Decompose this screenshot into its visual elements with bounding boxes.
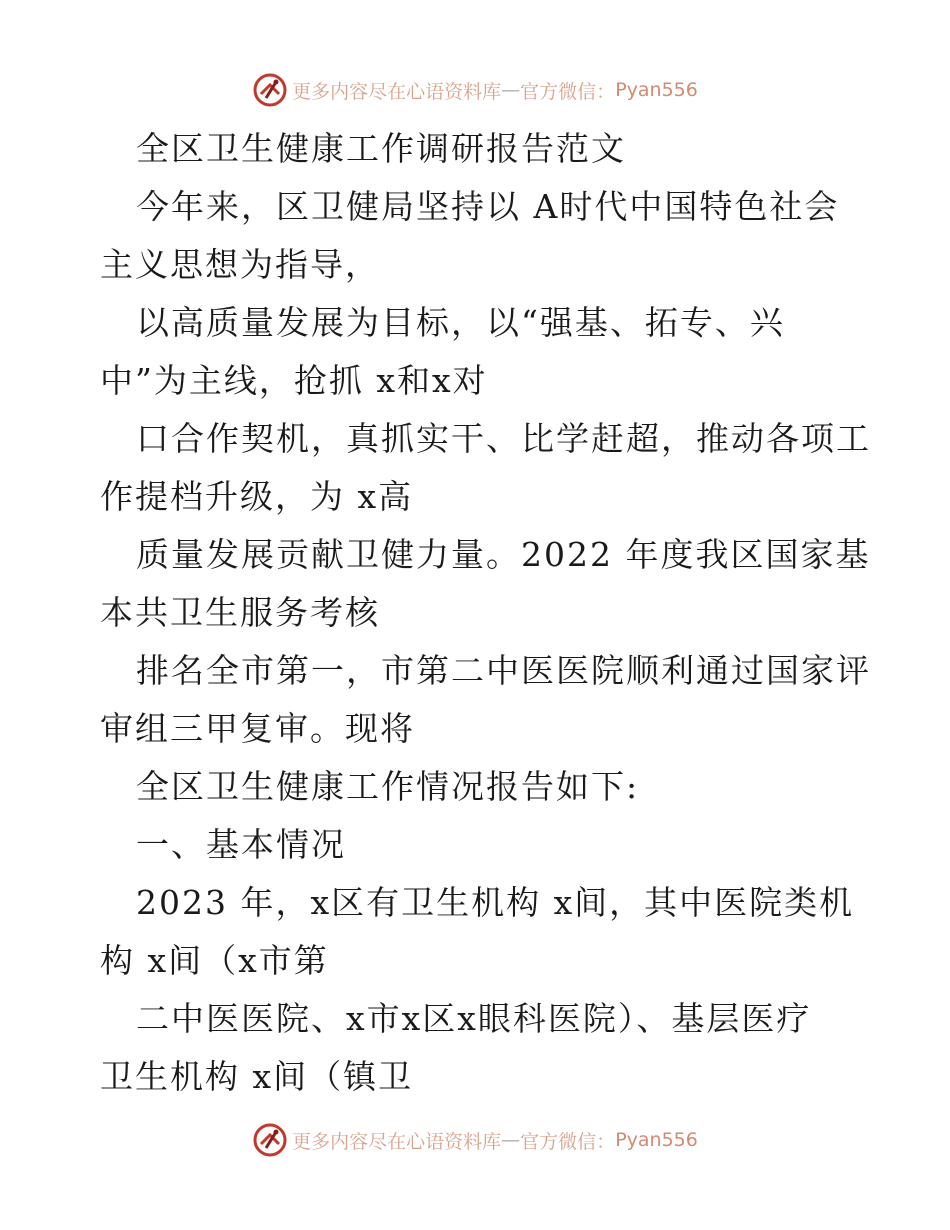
watermark-brand-text: 更多内容尽在心语资料库 [292,80,502,103]
watermark-account-id: Pyan556 [615,1129,698,1151]
paragraph-line: 今年来，区卫健局坚持以 A时代中国特色社会 [136,187,840,226]
paragraph-line: 口合作契机，真抓实干、比学赶超，推动各项工 [136,419,871,458]
header-watermark [0,70,950,110]
paragraph-line: 卫生机构 x间（镇卫 [100,1057,414,1096]
paragraph-line: 中”为主线，抢抓 x和x对 [100,361,488,400]
watermark-brand-text: 更多内容尽在心语资料库 [292,1130,502,1153]
paragraph-line: 二中医医院、x市x区x眼科医院）、基层医疗 [136,999,812,1038]
watermark-separator: — [501,1129,521,1151]
paragraph-line: 2023 年，x区有卫生机构 x间，其中医院类机 [136,883,855,922]
watermark-separator: — [501,79,521,101]
watermark-account-label: 官方微信： [520,1130,616,1153]
book-pen-logo-icon [252,72,288,108]
book-pen-logo-icon [252,1122,288,1158]
paragraph-line: 审组三甲复审。现将 [100,709,415,748]
document-title: 全区卫生健康工作调研报告范文 [136,129,626,168]
paragraph-line: 排名全市第一，市第二中医医院顺利通过国家评 [136,651,871,690]
watermark-account-id: Pyan556 [615,79,698,101]
watermark-account-label: 官方微信： [520,80,616,103]
footer-watermark [0,1120,950,1160]
paragraph-line: 以高质量发展为目标，以“强基、拓专、兴 [136,303,785,342]
paragraph-line: 作提档升级，为 x高 [100,477,414,516]
paragraph-line: 主义思想为指导， [100,245,380,284]
paragraph-line: 全区卫生健康工作情况报告如下: [136,767,640,806]
document-body [100,120,871,1106]
section-heading: 一、基本情况 [136,825,346,864]
paragraph-line: 构 x间（x市第 [100,941,329,980]
paragraph-line: 质量发展贡献卫健力量。2022 年度我区国家基 [136,535,871,574]
paragraph-line: 本共卫生服务考核 [100,593,380,632]
